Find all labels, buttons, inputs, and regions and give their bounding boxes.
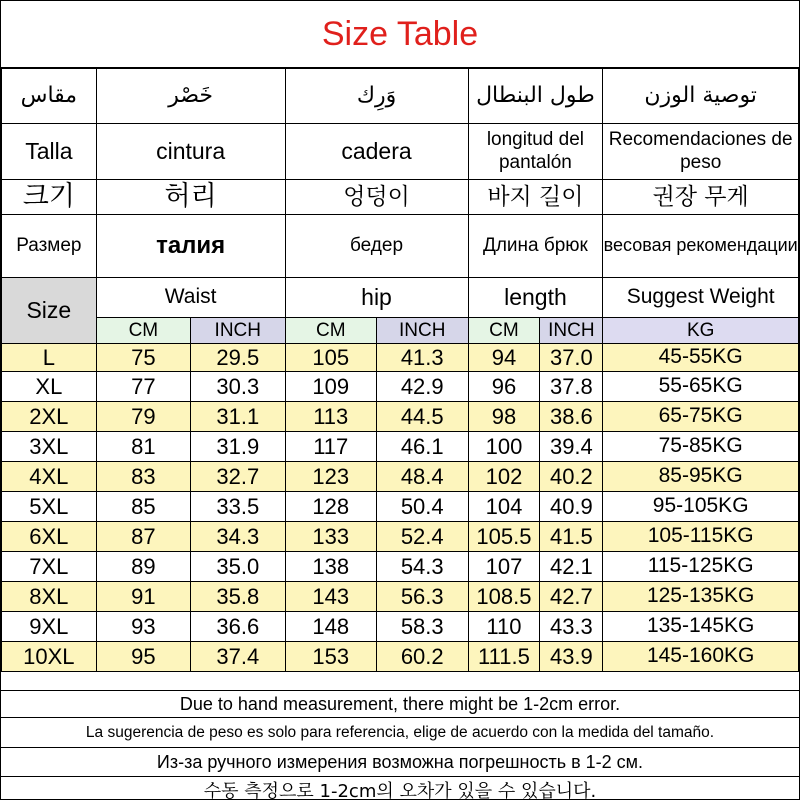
cell-hip-cm: 123 — [285, 462, 376, 492]
cell-weight: 105-115KG — [603, 522, 799, 552]
cell-waist-inch: 36.6 — [191, 612, 286, 642]
header-row-spanish — [2, 124, 799, 180]
cell-waist-inch: 29.5 — [191, 344, 286, 372]
header-row-english — [2, 278, 799, 318]
header-row-arabic — [2, 69, 799, 124]
cell-weight: 145-160KG — [603, 642, 799, 672]
cell-size: 10XL — [2, 642, 97, 672]
cell-size: 8XL — [2, 582, 97, 612]
cell-waist-inch: 30.3 — [191, 372, 286, 402]
label-hip-ru: бедер — [285, 215, 468, 278]
label-length-ru: Длина брюк — [468, 215, 603, 278]
cell-size: 6XL — [2, 522, 97, 552]
cell-waist-inch: 32.7 — [191, 462, 286, 492]
notes — [1, 690, 799, 802]
cell-hip-inch: 41.3 — [376, 344, 468, 372]
note-korean: 수동 측정으로 1-2cm의 오차가 있을 수 있습니다. — [1, 776, 799, 802]
cell-waist-cm: 81 — [96, 432, 190, 462]
cell-hip-inch: 60.2 — [376, 642, 468, 672]
cell-hip-inch: 44.5 — [376, 402, 468, 432]
cell-size: XL — [2, 372, 97, 402]
cell-length-cm: 102 — [468, 462, 540, 492]
unit-hip-cm: CM — [285, 318, 376, 344]
label-waist-ru: талия — [96, 215, 285, 278]
unit-waist-cm: CM — [96, 318, 190, 344]
label-weight-es: Recomendaciones de peso — [603, 124, 799, 180]
label-waist-ar: خَصْر — [96, 69, 285, 124]
label-weight-ko: 권장 무게 — [603, 180, 799, 215]
note-spanish: La sugerencia de peso es solo para referencia, elige de acuerdo con la medida del tamaño. — [1, 717, 799, 747]
table-row — [2, 432, 799, 462]
cell-weight: 135-145KG — [603, 612, 799, 642]
label-waist-en: Waist — [96, 278, 285, 318]
table-row — [2, 582, 799, 612]
label-length-ko: 바지 길이 — [468, 180, 603, 215]
cell-length-inch: 40.2 — [540, 462, 603, 492]
cell-hip-cm: 109 — [285, 372, 376, 402]
cell-waist-cm: 77 — [96, 372, 190, 402]
cell-waist-inch: 33.5 — [191, 492, 286, 522]
label-size-ko: 크기 — [2, 180, 97, 215]
cell-size: 2XL — [2, 402, 97, 432]
label-hip-en: hip — [285, 278, 468, 318]
label-weight-ar: توصية الوزن — [603, 69, 799, 124]
unit-length-inch: INCH — [540, 318, 603, 344]
cell-waist-cm: 87 — [96, 522, 190, 552]
cell-size: 4XL — [2, 462, 97, 492]
cell-length-cm: 96 — [468, 372, 540, 402]
cell-hip-cm: 105 — [285, 344, 376, 372]
cell-hip-cm: 117 — [285, 432, 376, 462]
page-title: Size Table — [1, 1, 799, 68]
cell-size: 5XL — [2, 492, 97, 522]
table-row — [2, 492, 799, 522]
cell-waist-inch: 31.9 — [191, 432, 286, 462]
cell-length-cm: 104 — [468, 492, 540, 522]
cell-size: 7XL — [2, 552, 97, 582]
table-row — [2, 552, 799, 582]
table-row — [2, 372, 799, 402]
cell-length-cm: 105.5 — [468, 522, 540, 552]
cell-length-cm: 98 — [468, 402, 540, 432]
cell-hip-inch: 46.1 — [376, 432, 468, 462]
size-rows — [2, 344, 799, 672]
table-row — [2, 642, 799, 672]
cell-waist-cm: 75 — [96, 344, 190, 372]
label-length-en: length — [468, 278, 603, 318]
label-hip-es: cadera — [285, 124, 468, 180]
cell-weight: 65-75KG — [603, 402, 799, 432]
cell-hip-cm: 138 — [285, 552, 376, 582]
cell-length-cm: 110 — [468, 612, 540, 642]
cell-size: L — [2, 344, 97, 372]
cell-weight: 125-135KG — [603, 582, 799, 612]
cell-waist-cm: 85 — [96, 492, 190, 522]
cell-length-inch: 41.5 — [540, 522, 603, 552]
cell-length-cm: 111.5 — [468, 642, 540, 672]
cell-hip-cm: 143 — [285, 582, 376, 612]
cell-hip-inch: 50.4 — [376, 492, 468, 522]
table-row — [2, 612, 799, 642]
label-hip-ar: وَرِك — [285, 69, 468, 124]
table-row — [2, 402, 799, 432]
label-waist-ko: 허리 — [96, 180, 285, 215]
cell-length-inch: 43.9 — [540, 642, 603, 672]
header-row-russian — [2, 215, 799, 278]
cell-size: 3XL — [2, 432, 97, 462]
cell-waist-inch: 35.0 — [191, 552, 286, 582]
cell-hip-inch: 54.3 — [376, 552, 468, 582]
cell-hip-cm: 128 — [285, 492, 376, 522]
label-waist-es: cintura — [96, 124, 285, 180]
cell-hip-inch: 58.3 — [376, 612, 468, 642]
cell-waist-inch: 37.4 — [191, 642, 286, 672]
cell-hip-inch: 48.4 — [376, 462, 468, 492]
unit-weight-kg: KG — [603, 318, 799, 344]
cell-hip-cm: 133 — [285, 522, 376, 552]
unit-length-cm: CM — [468, 318, 540, 344]
cell-hip-cm: 113 — [285, 402, 376, 432]
unit-hip-inch: INCH — [376, 318, 468, 344]
table-row — [2, 344, 799, 372]
label-size-ar: مقاس — [2, 69, 97, 124]
cell-weight: 115-125KG — [603, 552, 799, 582]
note-russian: Из-за ручного измерения возможна погрешность в 1-2 см. — [1, 747, 799, 776]
cell-hip-inch: 42.9 — [376, 372, 468, 402]
cell-hip-inch: 56.3 — [376, 582, 468, 612]
cell-length-inch: 39.4 — [540, 432, 603, 462]
cell-hip-cm: 153 — [285, 642, 376, 672]
cell-waist-cm: 79 — [96, 402, 190, 432]
cell-waist-cm: 95 — [96, 642, 190, 672]
label-size-ru: Размер — [2, 215, 97, 278]
label-hip-ko: 엉덩이 — [285, 180, 468, 215]
cell-hip-cm: 148 — [285, 612, 376, 642]
cell-length-inch: 42.1 — [540, 552, 603, 582]
cell-waist-inch: 35.8 — [191, 582, 286, 612]
cell-size: 9XL — [2, 612, 97, 642]
cell-weight: 55-65KG — [603, 372, 799, 402]
units-row — [2, 318, 799, 344]
cell-weight: 75-85KG — [603, 432, 799, 462]
cell-waist-inch: 31.1 — [191, 402, 286, 432]
label-size-es: Talla — [2, 124, 97, 180]
cell-length-cm: 108.5 — [468, 582, 540, 612]
label-weight-en: Suggest Weight — [603, 278, 799, 318]
cell-waist-cm: 93 — [96, 612, 190, 642]
cell-hip-inch: 52.4 — [376, 522, 468, 552]
size-table — [1, 68, 799, 672]
label-length-es: longitud del pantalón — [468, 124, 603, 180]
cell-waist-cm: 91 — [96, 582, 190, 612]
cell-length-inch: 43.3 — [540, 612, 603, 642]
cell-length-cm: 94 — [468, 344, 540, 372]
cell-length-inch: 40.9 — [540, 492, 603, 522]
label-size-en: Size — [2, 278, 97, 344]
unit-waist-inch: INCH — [191, 318, 286, 344]
note-english: Due to hand measurement, there might be 1-2cm error. — [1, 690, 799, 717]
table-row — [2, 522, 799, 552]
cell-weight: 45-55KG — [603, 344, 799, 372]
cell-weight: 95-105KG — [603, 492, 799, 522]
label-length-ar: طول البنطال — [468, 69, 603, 124]
cell-length-inch: 37.8 — [540, 372, 603, 402]
cell-waist-cm: 89 — [96, 552, 190, 582]
cell-length-inch: 42.7 — [540, 582, 603, 612]
cell-length-cm: 100 — [468, 432, 540, 462]
cell-waist-inch: 34.3 — [191, 522, 286, 552]
header-row-korean — [2, 180, 799, 215]
cell-weight: 85-95KG — [603, 462, 799, 492]
cell-length-inch: 37.0 — [540, 344, 603, 372]
cell-length-inch: 38.6 — [540, 402, 603, 432]
cell-length-cm: 107 — [468, 552, 540, 582]
cell-waist-cm: 83 — [96, 462, 190, 492]
label-weight-ru: весовая рекомендации — [603, 215, 799, 278]
table-row — [2, 462, 799, 492]
